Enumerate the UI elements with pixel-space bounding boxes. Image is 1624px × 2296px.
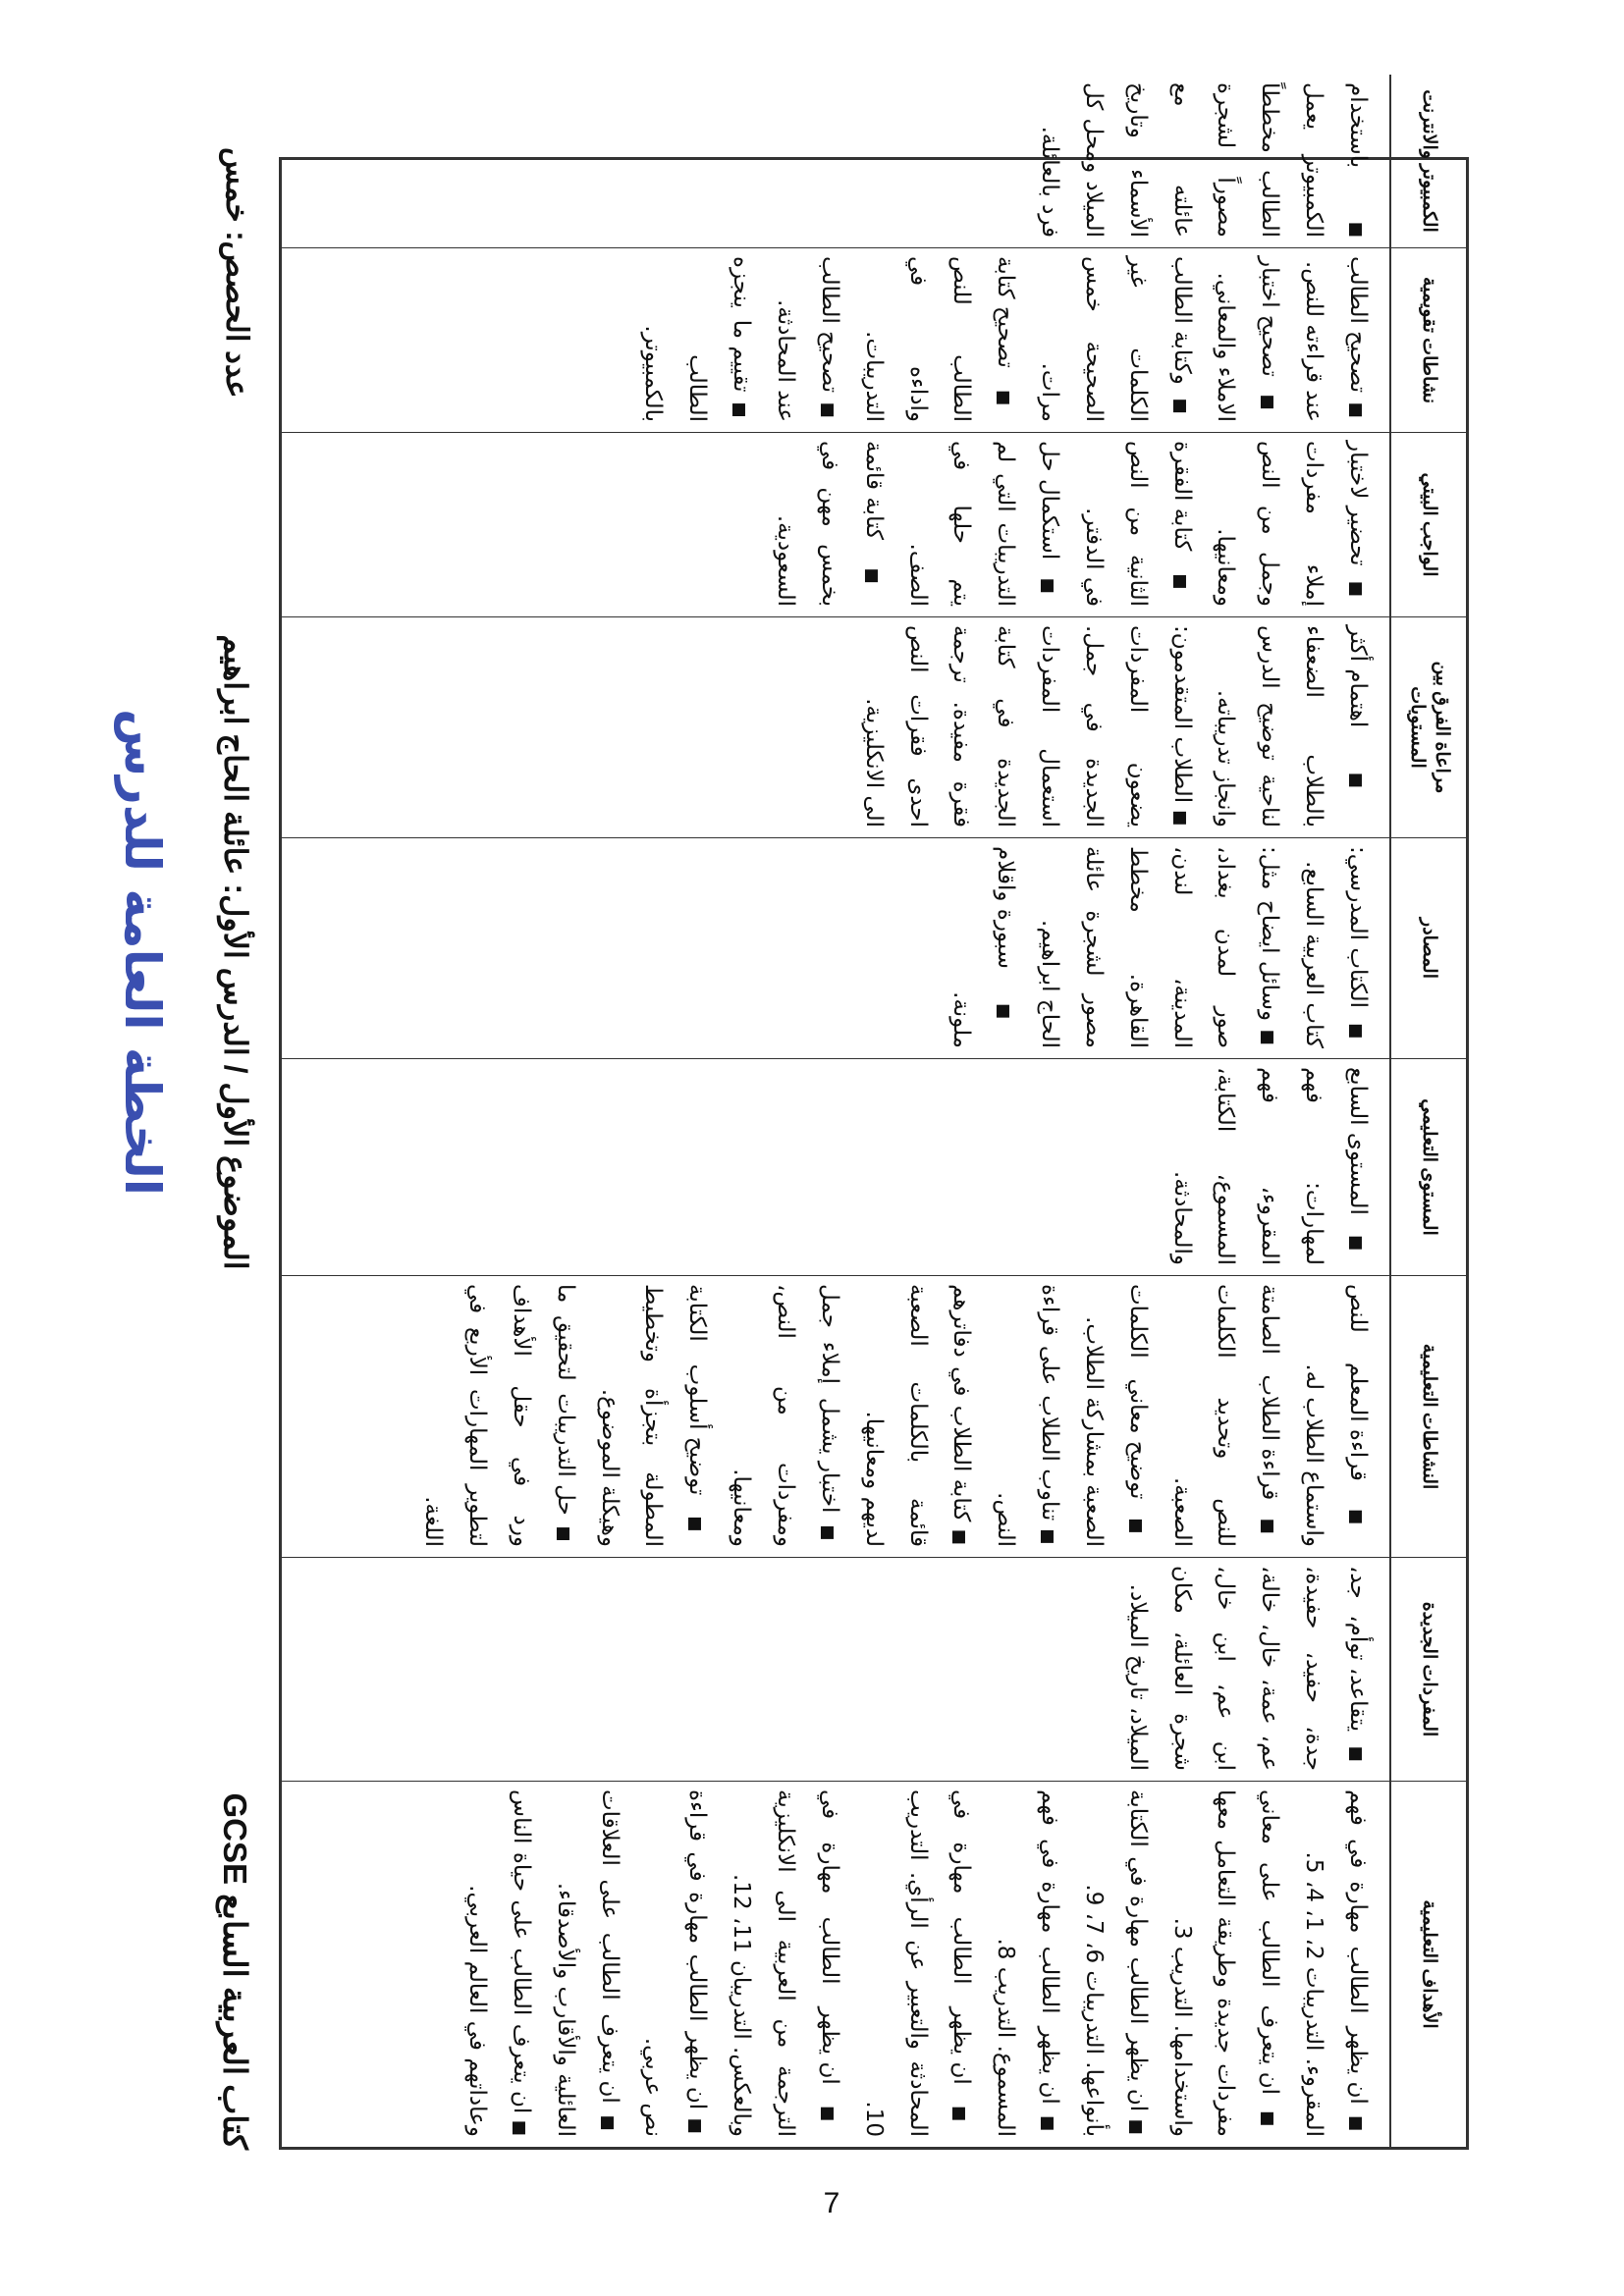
column-content [282, 1557, 1389, 1781]
column-heading: المفردات الجديدة [1389, 1557, 1466, 1781]
list-item: ■ استكمال حل التدريبات التي لم يتم حلها في الصف. [895, 441, 1071, 607]
list-item: ■ تناوب الطلاب على قراءة النص. [983, 1284, 1071, 1547]
list-item: ■ اختبار يشمل إملاء جمل ومفردات من النص، ومعانيها. [719, 1284, 851, 1547]
list-item: ■ سبورة واقلام ملونة. [940, 846, 1028, 1048]
list-item: ■ يتقاعد، توأم، جد، جدة، حفيد، حفيدة، عم، عمة، خال، خالة، ابن عم، ابن خال، شجرة العائلة، مكان الميلاد، تاريخ الميلاد. [1115, 1566, 1380, 1771]
list-item: ■ باستخدام الكمبيوتر يعمل الطالب مخططاً مصوراً لشجرة عائلته مع الأسماء وتاريخ الميلاد ومحل كل فرد بالعائلة. [1027, 82, 1380, 238]
column-content [282, 75, 1389, 247]
list-item: ■ قراءة المعلم للنص واستماع الطلاب له. [1291, 1284, 1380, 1547]
list-item: ■ اهتمام أكثر بالطلاب الضعفاء لناحية توضيح الدرس وانجاز تدريباته. [1204, 625, 1380, 828]
column-heading: الواجب البيتي [1389, 432, 1466, 616]
list-item: ■ الكتاب المدرسي: كتاب العربية السابع. [1291, 846, 1380, 1048]
list-item: ■ تصحيح اختبار الاملاء والمعاني. [1204, 256, 1292, 422]
lesson-plan-table [279, 82, 1469, 2150]
column-heading: الكمبيوتر والانترنت [1389, 75, 1466, 247]
list-item: ■ ان يظهر الطالب مهارة في الكتابة بأنواعها. التدريبات 6، 7، 9. [1071, 1789, 1160, 2137]
column-heading: نشاطات تقويمية [1389, 247, 1466, 432]
topic-title: الموضوع الأول / الدرس الأول: عائلة الحاج ابراهيم [218, 634, 253, 1270]
lesson-count: عدد الحصص: خمس [220, 147, 254, 399]
list-item: ■ وسائل ايضاح مثل: صور لمدن بغداد، المدينة، لندن، القاهرة. مخطط مصور لشجرة عائلة الحاج ابراهيم. [1027, 846, 1291, 1048]
column-content [282, 1058, 1389, 1275]
column-content [282, 432, 1389, 616]
list-item: ■ كتابة الفقرة الثانية من النص في الدفتر. [1071, 441, 1204, 607]
list-item: ■ ان يتعرف الطالب على حياة الناس وعاداتهم في العالم العربي. [455, 1789, 543, 2137]
column-content [282, 1275, 1389, 1557]
list-item: ■ ان يتعرف الطالب على معاني مفردات جديدة وطريقة التعامل معها واستخدامها. التدريب 3. [1160, 1789, 1292, 2137]
list-item: ■ كتابة قائمة بخمس مهن في السعودية. [763, 441, 895, 607]
list-item: ■ تصحيح كتابة الطالب للنص واداءه في التدريبات. [851, 256, 1027, 422]
list-item: ■ تحضير لاختبار إملاء مفردات وجمل من النص ومعانيها. [1204, 441, 1380, 607]
list-item: ■ تقييم ما ينجزه الطالب بالكمبيوتر. [631, 256, 764, 422]
main-title: الخطة العامة للدرس [114, 709, 171, 1196]
list-item: ■ تصحيح الطالب عند المحادثة. [763, 256, 851, 422]
list-item: ■ حل التدريبات لتحقيق ما ورد في حقل الأهداف لتطوير المهارات الأربع في اللغة. [410, 1284, 586, 1547]
list-item: ■ وكتابة الطالب الكلمات غير الصحيحة خمس مرات. [1027, 256, 1203, 422]
column-heading: المصادر [1389, 837, 1466, 1058]
list-item: ■ كتابة الطلاب في دفاترهم قائمة بالكلمات الصعبة لديهم ومعانيها. [851, 1284, 984, 1547]
list-item: ■ ان يظهر الطالب مهارة في فهم المسموع. التدريب 8. [983, 1789, 1071, 2137]
list-item: ■ المستوى السابع لمهارات: فهم المقروء، فهم المسموع، الكتابة، والمحادثة. [1160, 1067, 1380, 1265]
list-item: ■ توضيح أسلوب الكتابة المطولة بتجزأة وتخطيط وهيكلة الموضوع. [587, 1284, 720, 1547]
column-heading: مراعاة الفرق بين المستويات [1389, 616, 1466, 837]
list-item: ■ الطلاب المتقدمون: يضعون المفردات الجديدة في جمل. استعمال المفردات الجديدة في كتابة فقرة مفيدة. ترجمة احدى فقرات النص الى الانكليزية. [851, 625, 1204, 828]
list-item: ■ ان يتعرف الطالب على العلاقات العائلية والأقارب والأصدقاء. [543, 1789, 631, 2137]
list-item: ■ قراءة الطلاب الصامتة للنص وتحديد الكلمات الصعبة. [1160, 1284, 1292, 1547]
list-item: ■ ان يظهر الطالب مهارة في قراءة نص عربي. [631, 1789, 720, 2137]
column-content [282, 616, 1389, 837]
page-number: 7 [823, 2187, 840, 2219]
column-heading: الأهداف التعليمية [1389, 1781, 1466, 2147]
column-heading: النشاطات التعليمية [1389, 1275, 1466, 1557]
list-item: ■ توضيح معاني الكلمات الصعبة بمشاركة الطلاب. [1071, 1284, 1160, 1547]
list-item: ■ تصحيح الطالب عند قراءته للنص. [1291, 256, 1380, 422]
column-content [282, 247, 1389, 432]
book-title: كتاب العربية السابع GCSE [217, 1792, 253, 2150]
list-item: ■ ان يظهر الطالب مهارة في فهم المقروء. التدريبات 2، 1، 4، 5. [1291, 1789, 1380, 2137]
column-content [282, 1781, 1389, 2147]
list-item: ■ ان يظهر الطالب مهارة في المحادثة والتعبير عن الرأي. التدريب 10. [851, 1789, 984, 2137]
list-item: ■ ان يظهر الطالب مهارة في الترجمة من العربية الى الانكليزية وبالعكس. التدريبان 11، 12. [719, 1789, 851, 2137]
column-heading: المستوى التعليمي [1389, 1058, 1466, 1275]
column-content [282, 837, 1389, 1058]
